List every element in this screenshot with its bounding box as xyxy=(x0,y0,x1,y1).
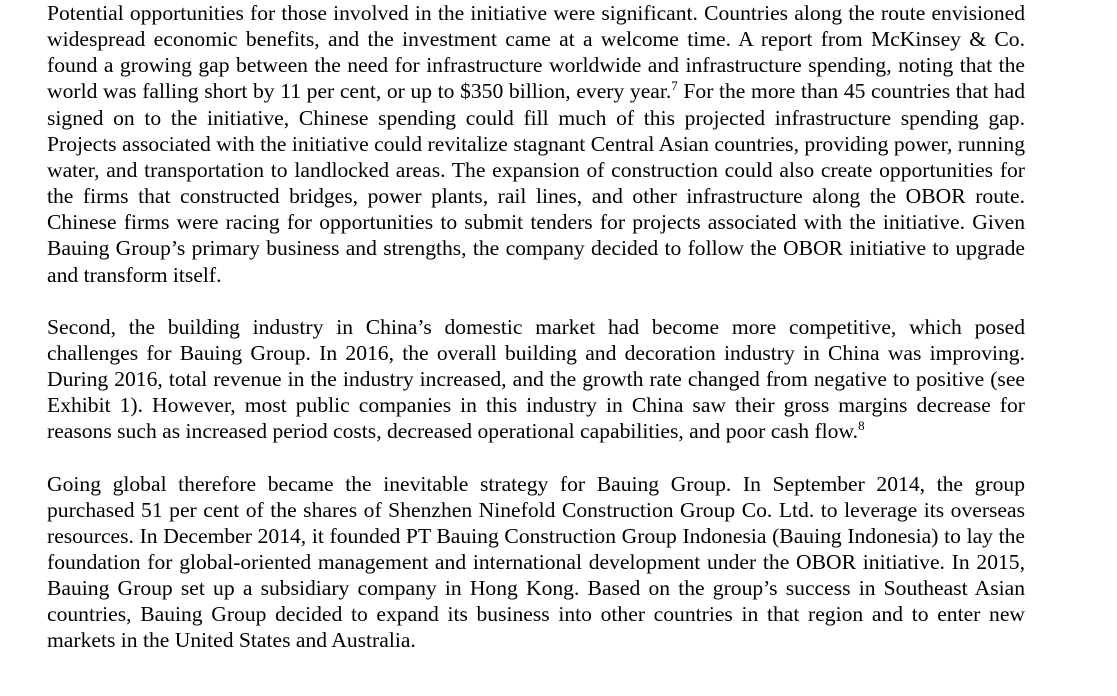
paragraph-text: For the more than 45 countries that had signed on to the initiative, Chinese spending could fill much of this projected infrastructure spending gap. Projects associated with the initiative could revitalize stagnant Central Asian countries, providing power, running water, and transportation to landlocked areas. The expansion of construction could also create opportunities for the firms that constructed bridges, power plants, rail lines, and other infrastructure along the OBOR route. Chinese firms were racing for opportunities to submit tenders for projects associated with the initiative. Given Bauing Group’s primary business and strengths, the company decided to follow the OBOR initiative to upgrade and transform itself. xyxy=(47,79,1025,287)
document-page xyxy=(47,0,1025,654)
footnote-marker[interactable]: 8 xyxy=(858,418,865,434)
paragraph-domestic-market xyxy=(47,314,1025,445)
paragraph-opportunities xyxy=(47,0,1025,288)
footnote-marker[interactable]: 7 xyxy=(671,78,678,94)
paragraph-text: Potential opportunities for those involved in the initiative were significant. Countries along the route envisioned widespread economic benefits, and the investment came at a welcome time. A report from McKinsey & Co. found a growing gap between the need for infrastructure worldwide and infrastructure spending, noting that the world was falling short by 11 per cent, or up to $350 billion, every year. xyxy=(47,1,1025,104)
paragraph-going-global xyxy=(47,471,1025,654)
paragraph-text: Second, the building industry in China’s domestic market had become more competitive, which posed challenges for Bauing Group. In 2016, the overall building and decoration industry in China was improving. During 2016, total revenue in the industry increased, and the growth rate changed from negative to positive (see Exhibit 1). However, most public companies in this industry in China saw their gross margins decrease for reasons such as increased period costs, decreased operational capabilities, and poor cash flow. xyxy=(47,314,1025,444)
paragraph-text: Going global therefore became the inevitable strategy for Bauing Group. In September 2014, the group purchased 51 per cent of the shares of Shenzhen Ninefold Construction Group Co. Ltd. to leverage its overseas resources. In December 2014, it founded PT Bauing Construction Group Indonesia (Bauing Indonesia) to lay the foundation for global-oriented management and international development under the OBOR initiative. In 2015, Bauing Group set up a subsidiary company in Hong Kong. Based on the group’s success in Southeast Asian countries, Bauing Group decided to expand its business into other countries in that region and to enter new markets in the United States and Australia. xyxy=(47,471,1025,653)
